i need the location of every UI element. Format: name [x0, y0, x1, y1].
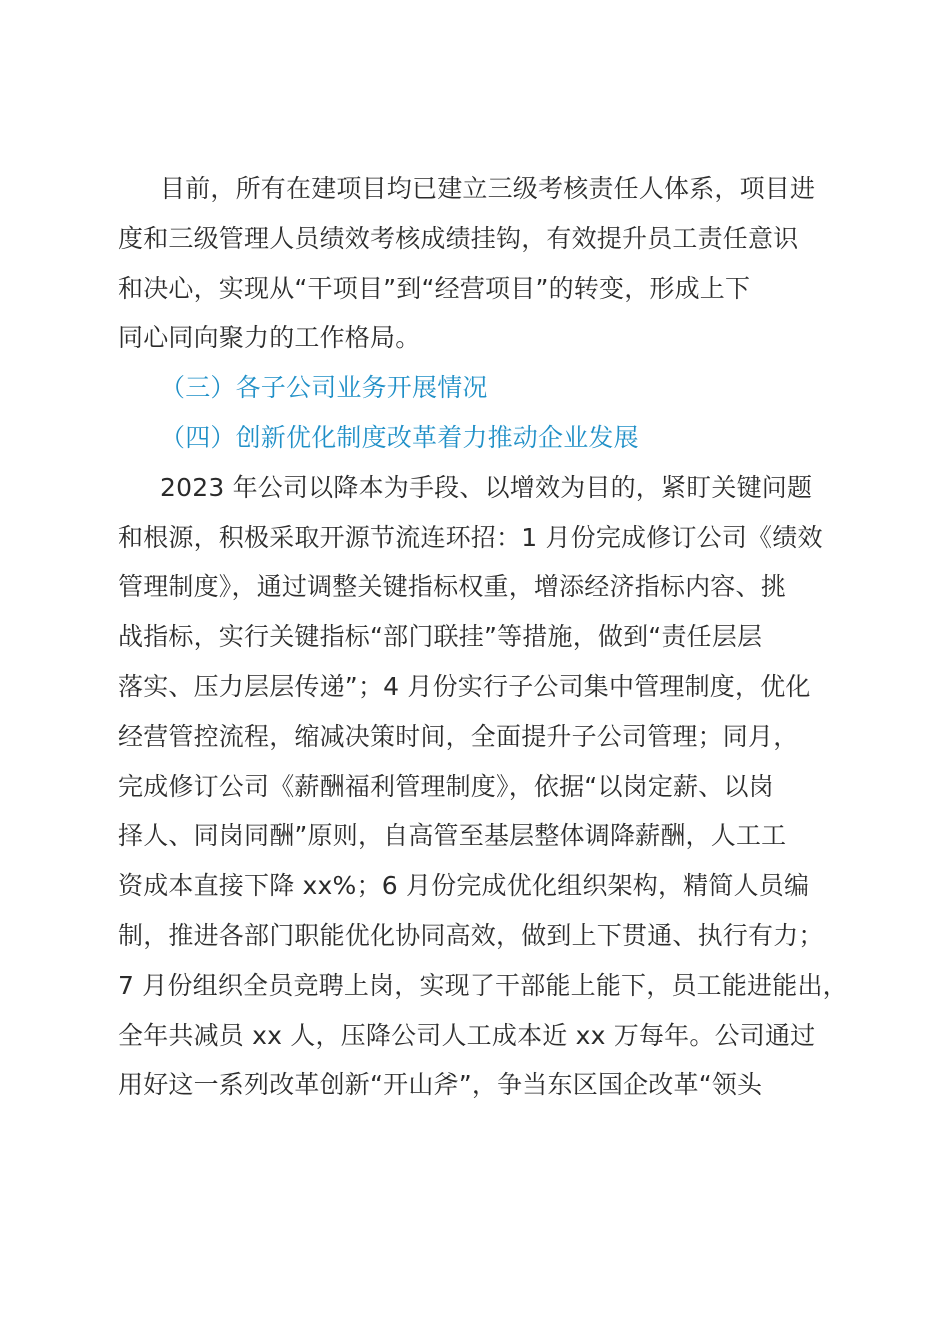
paragraph-2-line: 资成本直接下降 xx%；6 月份完成优化组织架构，精简人员编: [118, 871, 810, 901]
paragraph-1-line: 和决心，实现从“干项目”到“经营项目”的转变，形成上下: [118, 273, 751, 303]
paragraph-2-line: 战指标，实行关键指标“部门联挂”等措施，做到“责任层层: [118, 622, 763, 652]
paragraph-2-line: 7 月份组织全员竞聘上岗，实现了干部能上能下，员工能进能出，: [118, 970, 848, 1000]
paragraph-1-line: 度和三级管理人员绩效考核成绩挂钩，有效提升员工责任意识: [118, 223, 799, 253]
section-heading-4: （四）创新优化制度改革着力推动企业发展: [160, 422, 639, 452]
paragraph-2-line: 完成修订公司《薪酬福利管理制度》，依据“以岗定薪、以岗: [118, 771, 774, 801]
section-heading-3: （三）各子公司业务开展情况: [160, 373, 488, 403]
paragraph-2-line: 制，推进各部门职能优化协同高效，做到上下贯通、执行有力；: [118, 920, 824, 950]
paragraph-1-line: 同心同向聚力的工作格局。: [118, 323, 421, 353]
paragraph-2-line: 2023 年公司以降本为手段、以增效为目的，紧盯关键问题: [160, 472, 813, 502]
paragraph-2-line: 用好这一系列改革创新“开山斧”，争当东区国企改革“领头: [118, 1070, 763, 1100]
paragraph-2-line: 全年共减员 xx 人，压降公司人工成本近 xx 万每年。公司通过: [118, 1020, 816, 1050]
paragraph-2-line: 和根源，积极采取开源节流连环招：1 月份完成修订公司《绩效: [118, 522, 823, 552]
paragraph-2-line: 择人、同岗同酬”原则，自高管至基层整体调降薪酬，人工工: [118, 821, 787, 851]
document-body: [118, 164, 848, 1110]
paragraph-2-line: 落实、压力层层传递”；4 月份实行子公司集中管理制度，优化: [118, 671, 811, 701]
paragraph-1-line: 目前，所有在建项目均已建立三级考核责任人体系，项目进: [160, 174, 816, 203]
paragraph-2-line: 经营管控流程，缩减决策时间，全面提升子公司管理；同月，: [118, 721, 799, 751]
paragraph-2-line: 管理制度》，通过调整关键指标权重，增添经济指标内容、挑: [118, 572, 786, 602]
